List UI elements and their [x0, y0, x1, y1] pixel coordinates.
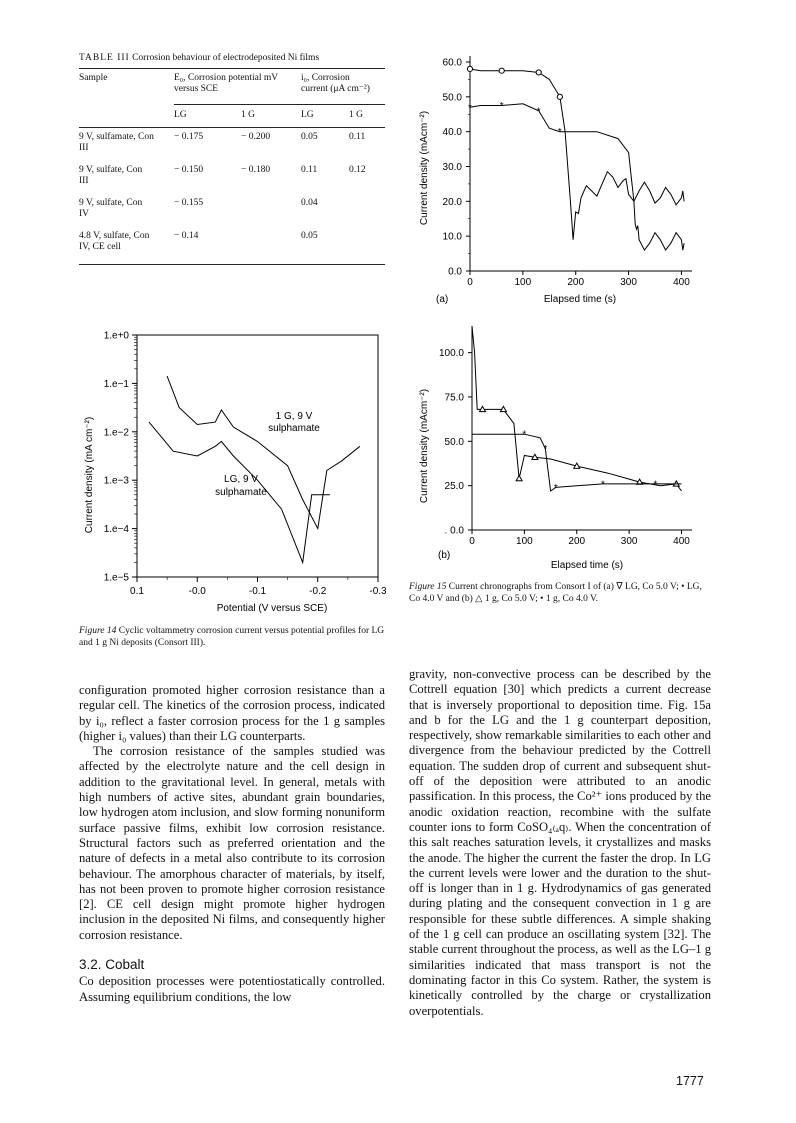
paragraph: gravity, non-convective process can be described by the Cottrell equation [30] which predicts a current decrease that is inversely proportional to deposition time. Fig. 15a and b for the LG and the 1 g counterpart deposition, respectively, show remarkable similarities to each other and divergence from the behaviour predicted by the Cottrell equation. The sudden drop of current and subsequent shut-off of the deposition were attributed to an anodic passification. In this process, the Co²⁺ ions produced by the anodic oxidation reaction, recombine with the sulfate counter ions to form CoSO₄₍ₐq₎. When the concentration of this salt reaches saturation levels, it crystallizes and masks the anode. The higher the current the faster the drop. In LG the current levels were lower and the duration to the shut-off is longer than in 1 g. Hydrodynamics of gas generated during plating and the consequent convection in 1 g are responsible for these subtle differences. A simple shaking of the 1 g cell can produce an oscillating system [32]. The stable current throughout the process, as well as the LG–1 g similarities indicated that mass transport is not the dominating factor in this Co system. Rather, the system is kinetically controlled by the charge or crystallization overpotentials. — [409, 667, 711, 1018]
left-column — [79, 683, 385, 1005]
data-point — [499, 68, 504, 73]
header-sample: Sample — [79, 73, 108, 83]
cell-i0-lg: 0.05 — [301, 132, 318, 142]
table-iii — [79, 52, 385, 265]
y-tick-label: 50.0 — [444, 436, 464, 448]
y-tick-label: 60.0 — [442, 57, 462, 69]
figure14-chart — [72, 325, 392, 620]
data-point — [516, 476, 522, 481]
cell-e0-1g — [241, 198, 301, 231]
cell-e0-1g — [241, 231, 301, 261]
data-point — [536, 70, 541, 75]
figure15a-chart — [410, 50, 710, 315]
cell-sample: 4.8 V, sulfate, Con IV, CE cell — [79, 231, 150, 252]
table-row — [79, 132, 385, 165]
data-point — [467, 66, 472, 71]
data-point: * — [600, 479, 605, 491]
cell-e0-lg: − 0.175 — [174, 132, 204, 142]
x-tick-label: 100 — [514, 277, 532, 288]
cell-i0-lg: 0.11 — [301, 165, 318, 175]
annotation-1g: 1 G, 9 V — [275, 411, 313, 422]
data-point: * — [543, 443, 548, 455]
x-axis-label: Elapsed time (s) — [543, 294, 617, 305]
figure14-caption-label: Figure 14 — [79, 626, 117, 636]
cell-i0-1g — [349, 231, 385, 261]
y-tick-label: 50.0 — [442, 92, 462, 104]
x-tick-label: 0 — [467, 277, 473, 288]
x-tick-label: 100 — [516, 536, 533, 547]
y-tick-label: 30.0 — [442, 162, 462, 173]
table-row — [79, 198, 385, 231]
header-e0: E₀, Corrosion potential mV versus SCE — [174, 73, 278, 94]
table-top-rule — [79, 68, 385, 69]
subheader-i0-lg: LG — [301, 110, 314, 120]
y-tick-label: 10.0 — [442, 231, 462, 243]
data-point — [557, 94, 562, 99]
y-tick-label: 25.0 — [444, 481, 464, 493]
plot-frame — [137, 335, 378, 577]
cell-sample: 9 V, sulfamate, Con III — [79, 132, 154, 153]
header-i0: i₀, Corrosion current (μA cm⁻²) — [301, 73, 370, 94]
y-tick-label: 20.0 — [442, 196, 462, 208]
x-tick-label: 0.1 — [130, 586, 144, 597]
y-axis-label: Current density (mA cm⁻²) — [84, 416, 95, 534]
figure15-caption-text: Current chronographs from Consort I of (a) ∇ LG, Co 5.0 V; • LG, Co 4.0 V and (b) △ 1 g, Co 5.0 V; • 1 g, Co 4.0 V. — [409, 582, 702, 604]
paragraph: The corrosion resistance of the samples studied was affected by the electrolyte nature and the cell design in addition to the gravitational level. In general, metals with high numbers of active sites, abundant grain boundaries, low hydrogen atom inclusion, and slow forming nonuniform surface passive films, exhibit low corrosion resistance. Structural factors such as preferred orientation and the nature of defects in a metal also contribute to its corrosion behaviour. The amorphous character of materials, by itself, has not been proven to promote higher corrosion resistance [2]. CE cell design might promote higher hydrogen inclusion in the deposited Ni films, and consequently higher corrosion resistance. — [79, 744, 385, 942]
x-tick-label: 0 — [469, 536, 475, 547]
x-tick-label: 200 — [568, 536, 586, 547]
data-point: * — [499, 101, 504, 113]
y-tick-label: . 0.0 — [444, 525, 464, 537]
figure15-caption — [409, 581, 709, 605]
subheader-e0-1g: 1 G — [241, 110, 255, 120]
annotation-lg: LG, 9 V — [224, 474, 258, 485]
table-caption-label: TABLE III — [79, 53, 130, 63]
x-tick-label: 200 — [567, 277, 585, 288]
data-point: * — [557, 127, 562, 139]
y-tick-label: 75.0 — [444, 392, 464, 404]
paragraph: Co deposition processes were potentiostatically controlled. Assuming equilibrium conditions, the low — [79, 974, 385, 1004]
x-tick-label: 300 — [620, 536, 638, 547]
table-caption — [79, 52, 385, 64]
y-axis-label: Current density (mAcm⁻²) — [419, 110, 430, 226]
series-line — [167, 376, 360, 528]
cell-i0-1g — [349, 198, 385, 231]
cell-e0-1g: − 0.180 — [241, 165, 271, 175]
subheader-i0-1g: 1 G — [349, 110, 363, 120]
y-tick-label: 100.0 — [438, 348, 464, 360]
y-tick-label: 0.0 — [448, 266, 462, 278]
x-tick-label: -0.0 — [188, 586, 206, 597]
cell-e0-lg: − 0.14 — [174, 231, 199, 241]
cell-e0-lg: − 0.155 — [174, 198, 204, 208]
y-tick-label: 1.e−1 — [103, 378, 129, 390]
page-number: 1777 — [676, 1074, 704, 1088]
cell-sample: 9 V, sulfate, Con III — [79, 165, 143, 186]
right-column — [409, 667, 711, 1019]
cell-i0-1g: 0.11 — [349, 132, 366, 142]
cell-i0-lg: 0.04 — [301, 198, 318, 208]
subheader-e0-lg: LG — [174, 110, 187, 120]
x-tick-label: 400 — [673, 536, 690, 547]
data-point: * — [536, 106, 541, 118]
figure14-caption-text: Cyclic voltammetry corrosion current versus potential profiles for LG and 1 g Ni deposits (Consort III). — [79, 626, 385, 648]
cell-i0-1g: 0.12 — [349, 165, 366, 175]
cell-sample: 9 V, sulfate, Con IV — [79, 198, 143, 219]
series-line — [470, 69, 684, 240]
y-tick-label: 40.0 — [442, 127, 462, 139]
data-point: * — [468, 102, 472, 114]
panel-label-b: (b) — [438, 550, 451, 561]
table-row — [79, 231, 385, 261]
cell-e0-lg: − 0.150 — [174, 165, 204, 175]
data-point: * — [553, 482, 558, 494]
figure15b-chart — [410, 318, 710, 578]
y-tick-label: 1.e−2 — [103, 427, 129, 439]
figure14-caption — [79, 625, 385, 649]
x-tick-label: -0.2 — [309, 586, 327, 597]
cell-i0-lg: 0.05 — [301, 231, 318, 241]
x-tick-label: -0.3 — [369, 586, 387, 597]
x-tick-label: 300 — [620, 277, 637, 288]
x-tick-label: 400 — [673, 277, 690, 288]
annotation-1g-sub: sulphamate — [268, 423, 320, 434]
y-tick-label: 1.e−5 — [103, 572, 129, 584]
section-heading: 3.2. Cobalt — [79, 957, 145, 973]
y-tick-label: 1.e+0 — [103, 330, 129, 342]
data-point: * — [522, 429, 527, 441]
table-row — [79, 165, 385, 198]
x-axis-label: Potential (V versus SCE) — [216, 603, 328, 614]
corrosion-table — [79, 73, 385, 265]
y-tick-label: 1.e−3 — [103, 475, 129, 487]
series-line — [470, 104, 684, 250]
figure15-caption-label: Figure 15 — [409, 582, 447, 592]
y-tick-label: 1.e−4 — [103, 524, 129, 536]
y-axis-label: Current density (mAcm⁻²) — [419, 388, 430, 504]
x-axis-label: Elapsed time (s) — [550, 560, 624, 571]
x-tick-label: -0.1 — [248, 586, 267, 597]
annotation-lg-sub: sulphamate — [215, 487, 267, 498]
data-point: * — [653, 479, 658, 491]
table-caption-text: Corrosion behaviour of electrodeposited Ni films — [132, 53, 320, 63]
cell-e0-1g: − 0.200 — [241, 132, 271, 142]
paragraph: configuration promoted higher corrosion resistance than a regular cell. The kinetics of the corrosion process, indicated by i₀, reflect a faster corrosion process for the 1 g samples (higher i₀ values) than their LG counterparts. — [79, 683, 385, 743]
panel-label-a: (a) — [436, 294, 449, 305]
